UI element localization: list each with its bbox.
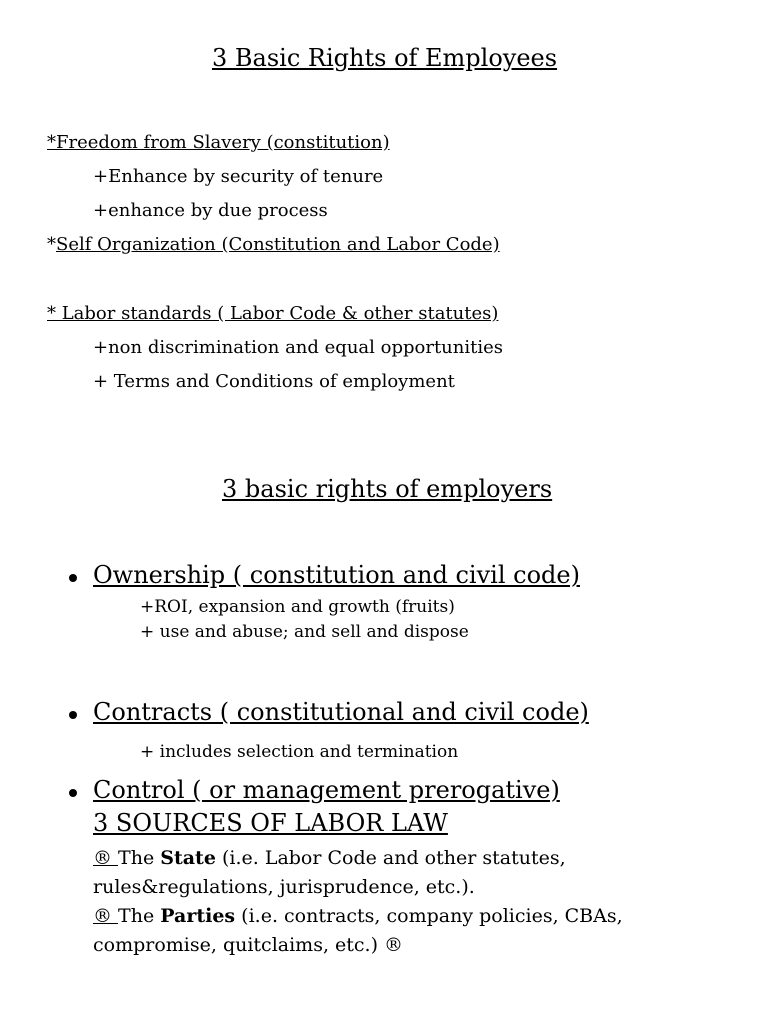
source-state-line-2 bbox=[93, 873, 475, 902]
labor-standards-item-1: +non discrimination and equal opportunities bbox=[93, 337, 504, 358]
state-marker: ® bbox=[93, 847, 119, 869]
ownership-label: Ownership ( constitution and civil code) bbox=[93, 561, 580, 589]
freedom-label: *Freedom from Slavery (constitution) bbox=[47, 132, 390, 153]
parties-bold: Parties bbox=[160, 905, 236, 927]
self-org-label: Self Organization (Constitution and Labor Code) bbox=[56, 234, 500, 255]
self-org-line bbox=[47, 234, 500, 255]
parties-the: The bbox=[118, 905, 161, 927]
contracts-item-1: + includes selection and termination bbox=[140, 742, 459, 762]
state-rest-1: (i.e. Labor Code and other statutes, bbox=[215, 847, 566, 869]
ownership-item-2: + use and abuse; and sell and dispose bbox=[140, 622, 469, 642]
source-parties-line-2 bbox=[93, 931, 403, 960]
self-org-star: * bbox=[47, 234, 56, 255]
freedom-item-1: +Enhance by security of tenure bbox=[93, 166, 384, 187]
ownership-bullet bbox=[69, 574, 77, 582]
freedom-item-2: +enhance by due process bbox=[93, 200, 328, 221]
contracts-label: Contracts ( constitutional and civil code) bbox=[93, 698, 589, 726]
labor-standards-label: * Labor standards ( Labor Code & other statutes) bbox=[47, 303, 499, 324]
state-the: The bbox=[118, 847, 161, 869]
employees-title: 3 Basic Rights of Employees bbox=[212, 44, 558, 72]
control-label: Control ( or management prerogative) bbox=[93, 776, 560, 804]
parties-rest-2: compromise, quitclaims, etc.) ® bbox=[93, 934, 404, 956]
source-parties bbox=[93, 902, 623, 931]
state-bold: State bbox=[160, 847, 216, 869]
labor-standards-item-2: + Terms and Conditions of employment bbox=[93, 371, 455, 392]
parties-marker: ® bbox=[93, 905, 119, 927]
sources-title: 3 SOURCES OF LABOR LAW bbox=[93, 809, 448, 837]
parties-rest-1: (i.e. contracts, company policies, CBAs, bbox=[235, 905, 623, 927]
contracts-bullet bbox=[69, 711, 77, 719]
employers-title: 3 basic rights of employers bbox=[222, 475, 553, 503]
control-bullet bbox=[69, 789, 77, 797]
source-state bbox=[93, 844, 566, 873]
ownership-item-1: +ROI, expansion and growth (fruits) bbox=[140, 597, 455, 617]
state-rest-2: rules&regulations, jurisprudence, etc.). bbox=[93, 876, 475, 898]
